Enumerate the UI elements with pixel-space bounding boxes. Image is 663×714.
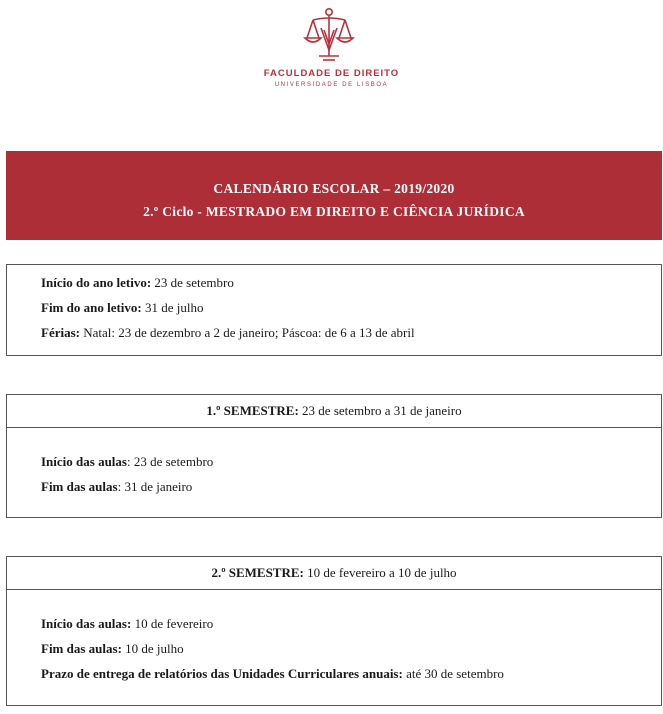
semester-2-heading xyxy=(7,557,661,590)
semester-1-heading-label: 1.º SEMESTRE: xyxy=(206,403,299,418)
semester-1-heading xyxy=(7,395,661,428)
semester-1-classes-end xyxy=(41,479,192,495)
holidays-value: Natal: 23 de dezembro a 2 de janeiro; Páscoa: de 6 a 13 de abril xyxy=(79,325,415,340)
school-year-end-value: 31 de julho xyxy=(141,300,204,315)
semester-2-heading-value: 10 de fevereiro a 10 de julho xyxy=(303,565,457,580)
school-year-start xyxy=(41,275,234,291)
school-year-end xyxy=(41,300,204,316)
semester-1-classes-end-value: : 31 de janeiro xyxy=(117,479,193,494)
holidays-label: Férias: xyxy=(41,325,80,340)
semester-2-classes-start xyxy=(41,616,213,632)
general-dates-box xyxy=(6,264,662,356)
banner-subtitle: 2.º Ciclo - MESTRADO EM DIREITO E CIÊNCIA JURÍDICA xyxy=(143,204,525,219)
reports-deadline xyxy=(41,666,504,682)
semester-2-classes-end-value: 10 de julho xyxy=(121,641,184,656)
semester-2-classes-start-label: Início das aulas: xyxy=(41,616,132,631)
faculty-name: FACULDADE DE DIREITO xyxy=(263,68,400,79)
faculty-logo xyxy=(0,0,663,100)
holidays xyxy=(41,325,415,341)
semester-1-classes-start-label: Início das aulas xyxy=(41,454,127,469)
semester-1-classes-start-value: : 23 de setembro xyxy=(126,454,214,469)
school-year-end-label: Fim do ano letivo: xyxy=(41,300,142,315)
semester-2-heading-label: 2.º SEMESTRE: xyxy=(211,565,304,580)
semester-2-classes-end-label: Fim das aulas: xyxy=(41,641,122,656)
calendar-banner xyxy=(6,151,662,240)
school-year-start-value: 23 de setembro xyxy=(151,275,234,290)
semester-1-classes-end-label: Fim das aulas xyxy=(41,479,118,494)
university-name: UNIVERSIDADE DE LISBOA xyxy=(274,82,389,88)
semester-1-heading-value: 23 de setembro a 31 de janeiro xyxy=(298,403,462,418)
school-year-start-label: Início do ano letivo: xyxy=(41,275,152,290)
semester-2-classes-start-value: 10 de fevereiro xyxy=(131,616,214,631)
banner-title: CALENDÁRIO ESCOLAR – 2019/2020 xyxy=(213,181,455,196)
semester-1-classes-start xyxy=(41,454,213,470)
semester-1-box xyxy=(6,394,662,518)
semester-2-box xyxy=(6,556,662,706)
reports-deadline-value: até 30 de setembro xyxy=(402,666,504,681)
scales-of-justice-icon xyxy=(299,6,359,66)
reports-deadline-label: Prazo de entrega de relatórios das Unidades Curriculares anuais: xyxy=(41,666,403,681)
semester-2-classes-end xyxy=(41,641,184,657)
